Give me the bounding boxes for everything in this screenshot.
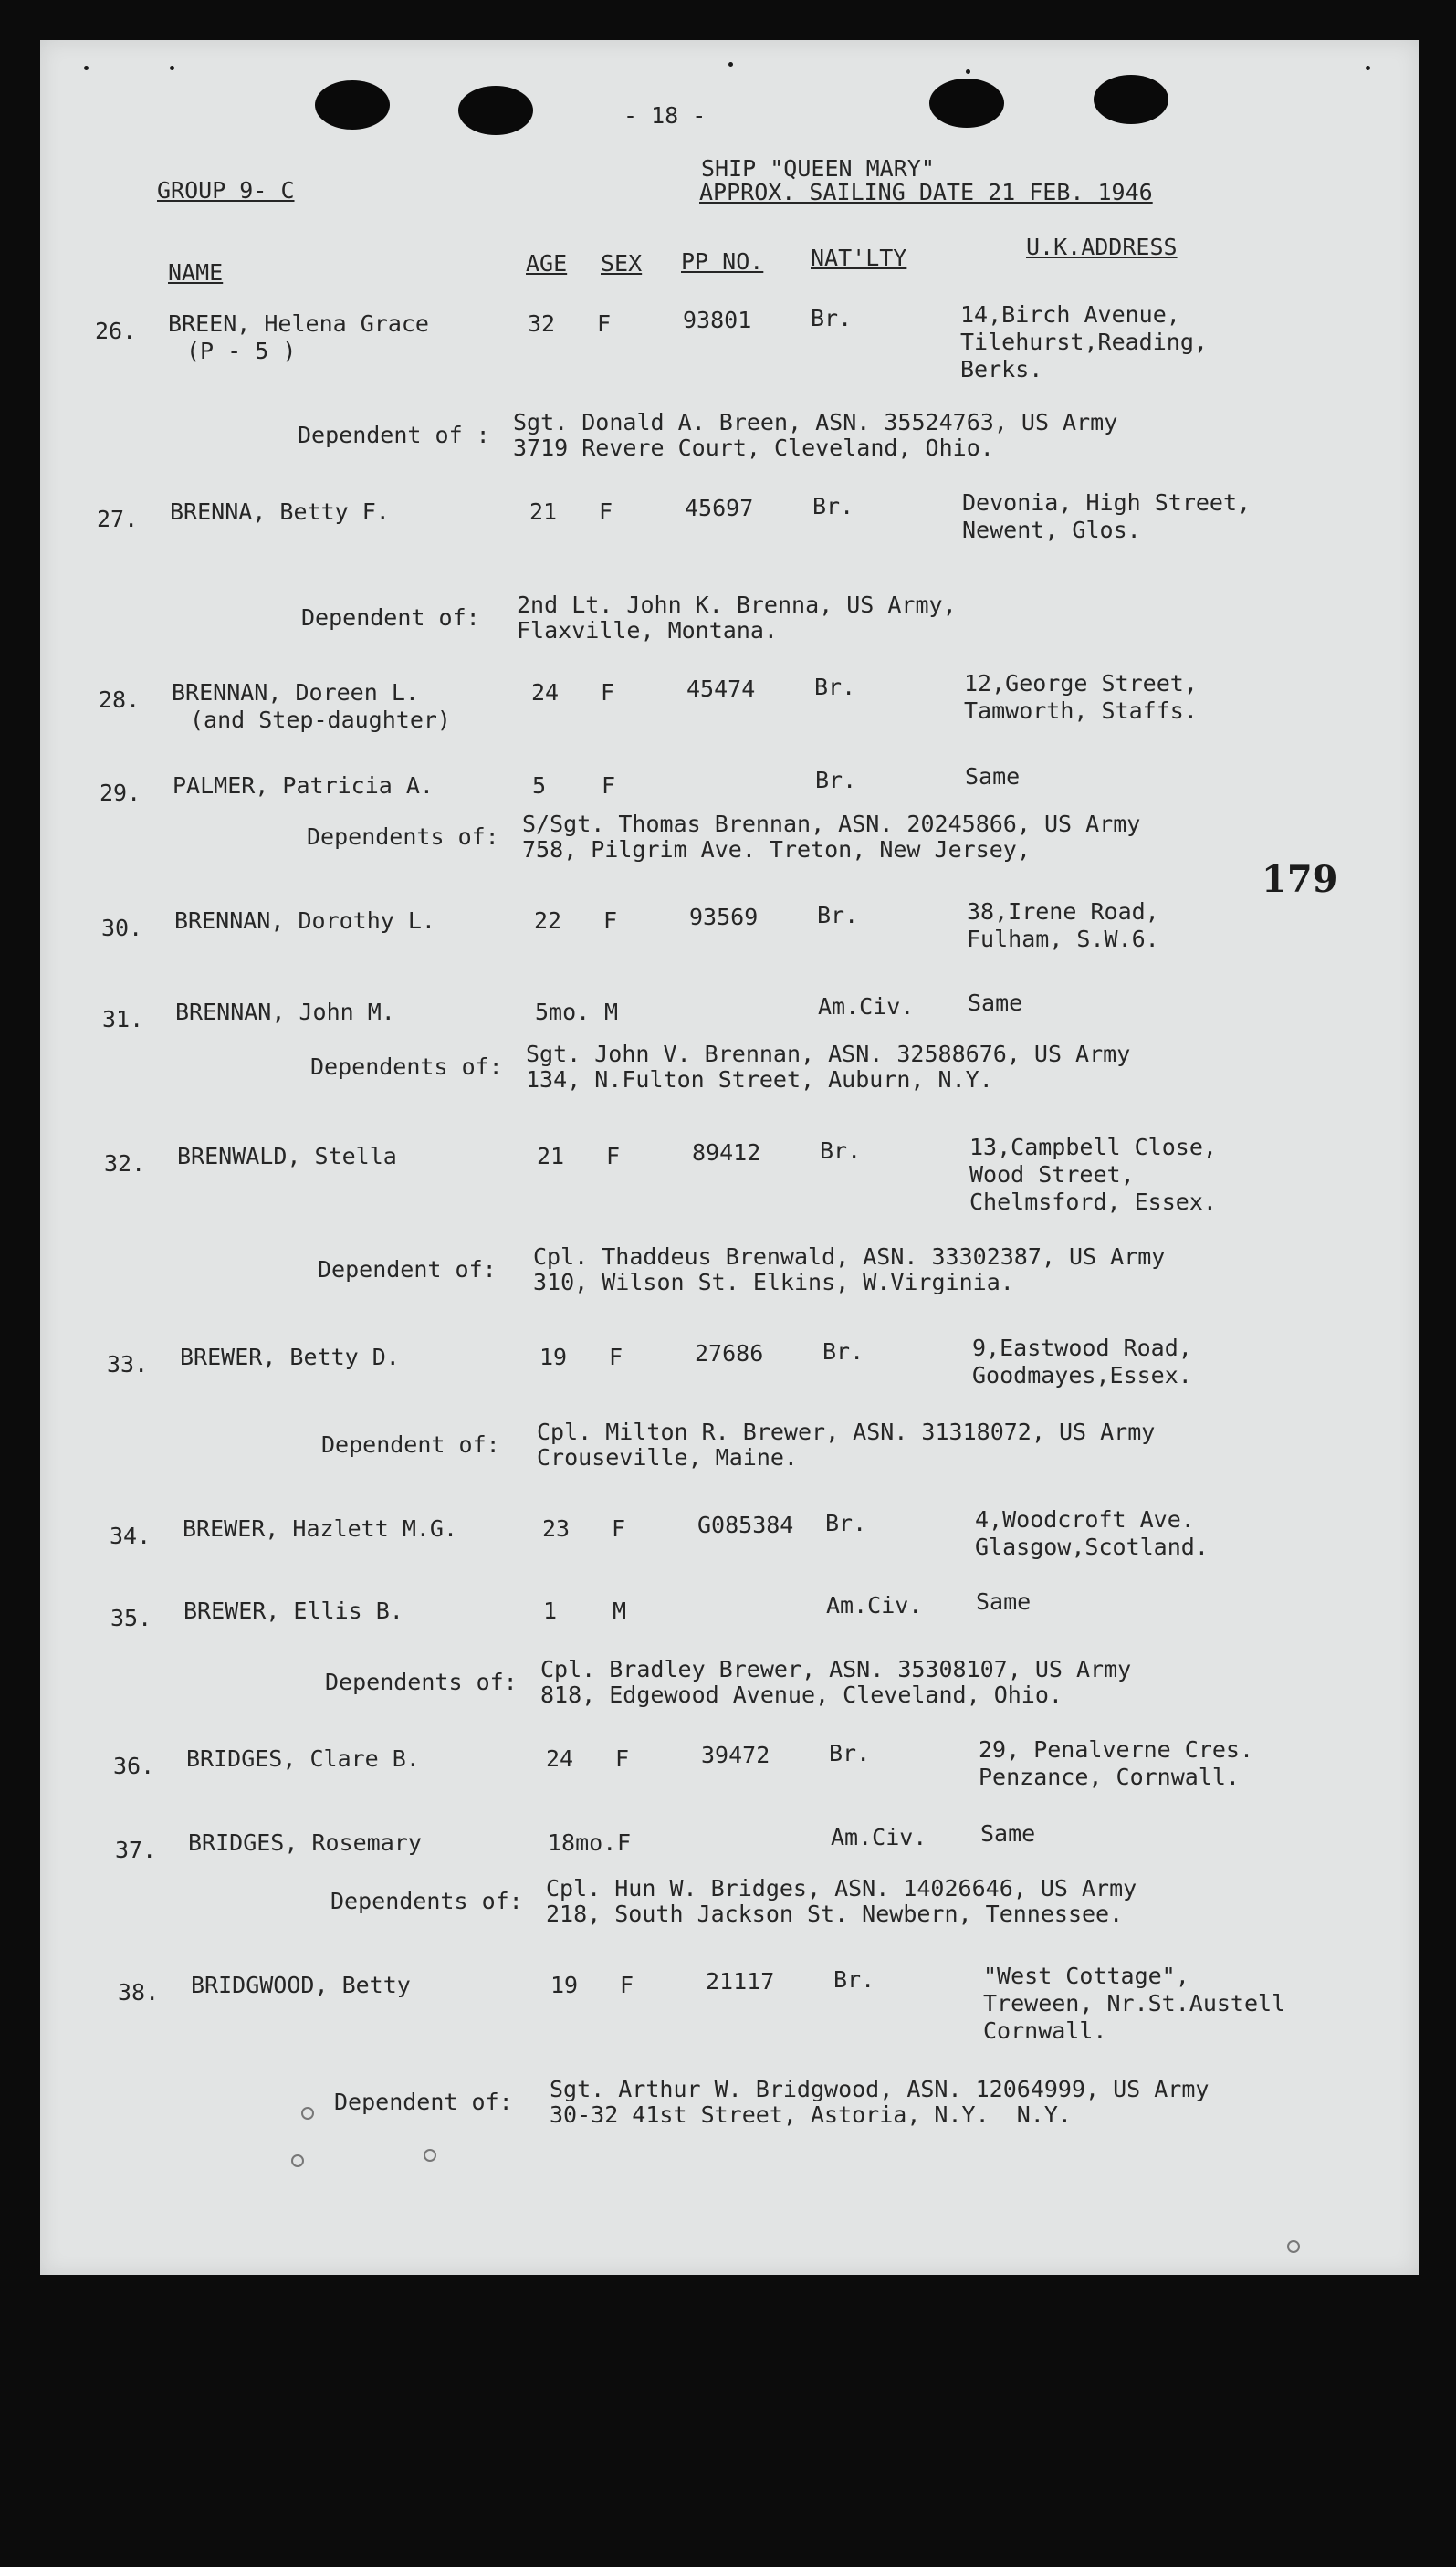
uk-address-line: Chelmsford, Essex.: [969, 1189, 1217, 1215]
uk-address-line: 4,Woodcroft Ave.: [975, 1506, 1195, 1533]
uk-address-line: Same: [980, 1820, 1036, 1847]
entry-number: 26.: [95, 318, 137, 344]
uk-address-line: Wood Street,: [969, 1161, 1135, 1188]
sponsor-line: Flaxville, Montana.: [517, 617, 778, 644]
uk-address-line: 9,Eastwood Road,: [972, 1335, 1192, 1361]
passenger-sex: F: [609, 1344, 623, 1370]
passenger-sex: F: [601, 679, 615, 706]
punch-hole: [1094, 75, 1168, 124]
passenger-age: 1: [543, 1598, 558, 1624]
speck: [1366, 66, 1370, 70]
uk-address-line: Tamworth, Staffs.: [964, 697, 1198, 724]
nationality: Br.: [815, 767, 857, 793]
passenger-name: BREEN, Helena Grace: [168, 310, 429, 337]
passenger-sex: F: [597, 310, 612, 337]
uk-address-line: Newent, Glos.: [962, 517, 1141, 543]
passenger-age: 5mo.: [535, 999, 591, 1025]
uk-address-line: Goodmayes,Essex.: [972, 1362, 1192, 1388]
uk-address-line: 13,Campbell Close,: [969, 1134, 1217, 1160]
speck: [424, 2149, 436, 2162]
nationality: Am.Civ.: [818, 993, 915, 1020]
sponsor-line: 758, Pilgrim Ave. Treton, New Jersey,: [522, 836, 1031, 863]
sponsor-line: Cpl. Thaddeus Brenwald, ASN. 33302387, US Army: [533, 1243, 1166, 1270]
passenger-age: 21: [537, 1143, 565, 1169]
sponsor-line: Cpl. Hun W. Bridges, ASN. 14026646, US Army: [546, 1875, 1137, 1902]
speck: [1287, 2240, 1300, 2253]
uk-address-line: Berks.: [960, 356, 1043, 382]
uk-address-line: 14,Birch Avenue,: [960, 301, 1180, 328]
sponsor-line: 134, N.Fulton Street, Auburn, N.Y.: [526, 1066, 993, 1093]
page-number: - 18 -: [623, 102, 707, 129]
passenger-age: 22: [534, 907, 562, 934]
uk-address-line: Fulham, S.W.6.: [967, 926, 1159, 952]
passenger-name: BRENNAN, John M.: [175, 999, 395, 1025]
column-header-age: AGE: [526, 250, 568, 277]
passenger-age: 19: [539, 1344, 568, 1370]
passenger-name: BRENNAN, Doreen L.: [172, 679, 419, 706]
uk-address-line: Glasgow,Scotland.: [975, 1534, 1209, 1560]
entry-number: 27.: [97, 506, 139, 532]
passenger-age: 24: [531, 679, 560, 706]
sponsor-line: Cpl. Milton R. Brewer, ASN. 31318072, US Army: [537, 1419, 1156, 1445]
sponsor-line: Sgt. Arthur W. Bridgwood, ASN. 12064999, US Army: [550, 2076, 1210, 2102]
dependent-label: Dependent of:: [334, 2089, 513, 2115]
uk-address-line: Penzance, Cornwall.: [979, 1764, 1240, 1790]
passenger-name: BREWER, Hazlett M.G.: [183, 1515, 458, 1542]
passenger-name: BRENWALD, Stella: [177, 1143, 397, 1169]
uk-address-line: Devonia, High Street,: [962, 489, 1252, 516]
passenger-age: 19: [550, 1972, 579, 1998]
passenger-name: BRENNAN, Dorothy L.: [174, 907, 435, 934]
punch-hole: [929, 79, 1004, 128]
passenger-age: 32: [528, 310, 556, 337]
column-header-sex: SEX: [601, 250, 643, 277]
passport-number: 45697: [685, 495, 754, 521]
uk-address-line: 29, Penalverne Cres.: [979, 1736, 1254, 1763]
speck: [966, 69, 970, 74]
passport-number: 93569: [689, 904, 759, 930]
passport-number: 21117: [706, 1968, 775, 1995]
ship-name: SHIP "QUEEN MARY": [701, 155, 935, 182]
sponsor-line: S/Sgt. Thomas Brennan, ASN. 20245866, US Army: [522, 811, 1141, 837]
entry-number: 34.: [110, 1523, 152, 1549]
sponsor-line: 218, South Jackson St. Newbern, Tennessee.: [546, 1901, 1124, 1927]
passenger-age: 5: [532, 772, 547, 799]
column-header-uk-address: U.K.ADDRESS: [1026, 234, 1178, 260]
passport-number: G085384: [697, 1512, 794, 1538]
passport-number: 39472: [701, 1742, 770, 1768]
entry-number: 29.: [100, 780, 141, 806]
passenger-sex: M: [604, 999, 619, 1025]
uk-address-line: Same: [965, 763, 1021, 790]
speck: [84, 66, 89, 70]
passenger-name: BREWER, Betty D.: [180, 1344, 400, 1370]
sponsor-line: 2nd Lt. John K. Brenna, US Army,: [517, 592, 957, 618]
nationality: Am.Civ.: [831, 1824, 927, 1850]
entry-number: 33.: [107, 1351, 149, 1378]
sponsor-line: Crouseville, Maine.: [537, 1444, 798, 1471]
passenger-sex: M: [613, 1598, 627, 1624]
nationality: Br.: [829, 1740, 871, 1766]
passenger-name: BRIDGWOOD, Betty: [191, 1972, 411, 1998]
entry-number: 32.: [104, 1150, 146, 1177]
passenger-sex: F: [620, 1972, 634, 1998]
passenger-sex: F: [599, 498, 613, 525]
dependent-label: Dependents of:: [310, 1053, 503, 1080]
passport-number: 27686: [695, 1340, 764, 1367]
passenger-name: BRENNA, Betty F.: [170, 498, 390, 525]
uk-address-line: 38,Irene Road,: [967, 898, 1159, 925]
sponsor-line: Sgt. Donald A. Breen, ASN. 35524763, US Army: [513, 409, 1118, 435]
sponsor-line: 818, Edgewood Avenue, Cleveland, Ohio.: [540, 1682, 1063, 1708]
dependent-label: Dependents of:: [307, 823, 499, 850]
uk-address-line: Treween, Nr.St.Austell: [983, 1990, 1286, 2017]
entry-number: 38.: [118, 1979, 160, 2006]
column-header-pp-no: PP NO.: [681, 248, 764, 275]
speck: [728, 62, 733, 67]
passport-number: 45474: [686, 676, 756, 702]
uk-address-line: Cornwall.: [983, 2017, 1107, 2044]
nationality: Br.: [820, 1137, 862, 1164]
sponsor-line: Sgt. John V. Brennan, ASN. 32588676, US Army: [526, 1041, 1131, 1067]
passenger-sex: F: [606, 1143, 621, 1169]
passenger-name: BRIDGES, Clare B.: [186, 1745, 420, 1772]
punch-hole: [458, 86, 533, 135]
uk-address-line: Same: [976, 1588, 1032, 1615]
dependent-label: Dependent of:: [318, 1256, 497, 1283]
uk-address-line: Tilehurst,Reading,: [960, 329, 1208, 355]
sponsor-line: 30-32 41st Street, Astoria, N.Y. N.Y.: [550, 2101, 1072, 2128]
passenger-note: (P - 5 ): [186, 338, 297, 364]
group-label: GROUP 9- C: [157, 177, 295, 204]
dependent-label: Dependent of:: [321, 1431, 500, 1458]
passenger-age: 21: [529, 498, 558, 525]
entry-number: 37.: [115, 1837, 157, 1863]
dependent-label: Dependents of:: [325, 1669, 518, 1695]
passenger-sex: F: [612, 1515, 626, 1542]
nationality: Br.: [833, 1966, 875, 1993]
speck: [170, 66, 174, 70]
nationality: Br.: [814, 674, 856, 700]
entry-number: 36.: [113, 1753, 155, 1779]
speck: [291, 2154, 304, 2167]
passenger-age: 24: [546, 1745, 574, 1772]
entry-number: 28.: [99, 686, 141, 713]
nationality: Br.: [817, 902, 859, 928]
passenger-note: (and Step-daughter): [190, 707, 451, 733]
column-header-name: NAME: [168, 259, 224, 286]
uk-address-line: Same: [968, 990, 1023, 1016]
passenger-sex: F: [615, 1745, 630, 1772]
entry-number: 31.: [102, 1006, 144, 1032]
passenger-age: 18mo.: [548, 1829, 617, 1856]
passport-number: 89412: [692, 1139, 761, 1166]
uk-address-line: "West Cottage",: [983, 1963, 1189, 1989]
nationality: Br.: [822, 1338, 864, 1365]
nationality: Am.Civ.: [826, 1592, 923, 1619]
dependent-label: Dependent of:: [301, 604, 480, 631]
entry-number: 30.: [101, 915, 143, 941]
passenger-name: BREWER, Ellis B.: [183, 1598, 403, 1624]
passenger-name: PALMER, Patricia A.: [173, 772, 434, 799]
passenger-name: BRIDGES, Rosemary: [188, 1829, 422, 1856]
sponsor-line: Cpl. Bradley Brewer, ASN. 35308107, US Army: [540, 1656, 1132, 1682]
stamp-number: 179: [1262, 858, 1338, 901]
punch-hole: [315, 80, 390, 130]
uk-address-line: 12,George Street,: [964, 670, 1198, 697]
passenger-sex: F: [617, 1829, 632, 1856]
column-header-nationality: NAT'LTY: [811, 245, 907, 271]
sponsor-line: 310, Wilson St. Elkins, W.Virginia.: [533, 1269, 1014, 1295]
sailing-date: APPROX. SAILING DATE 21 FEB. 1946: [699, 179, 1153, 205]
passenger-sex: F: [603, 907, 618, 934]
speck: [301, 2107, 314, 2120]
dependent-label: Dependent of :: [298, 422, 490, 448]
nationality: Br.: [812, 493, 854, 519]
passenger-age: 23: [542, 1515, 571, 1542]
dependent-label: Dependents of:: [330, 1888, 523, 1914]
passport-number: 93801: [683, 307, 752, 333]
nationality: Br.: [825, 1510, 867, 1536]
nationality: Br.: [811, 305, 853, 331]
entry-number: 35.: [110, 1605, 152, 1631]
passenger-sex: F: [602, 772, 616, 799]
sponsor-line: 3719 Revere Court, Cleveland, Ohio.: [513, 435, 994, 461]
